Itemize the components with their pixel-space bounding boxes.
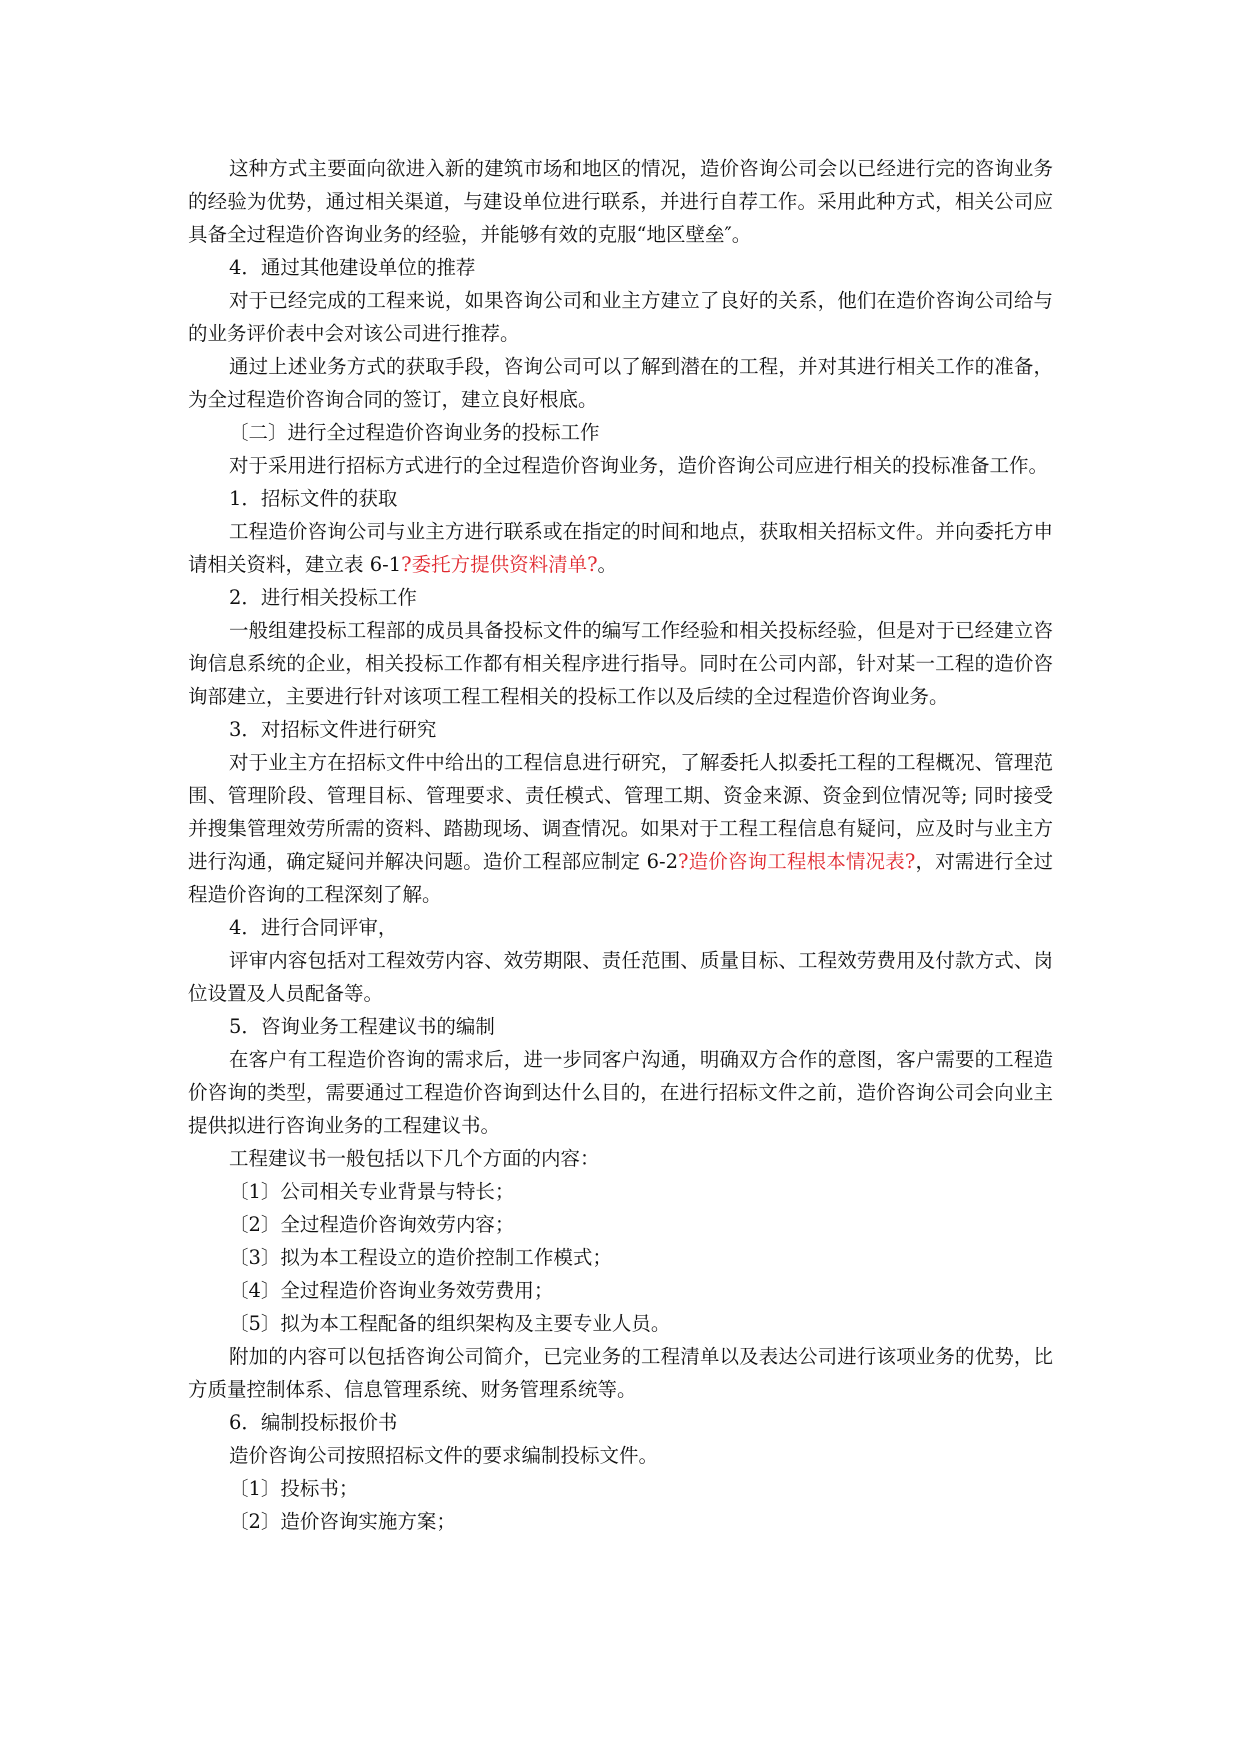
highlighted-reference: ?委托方提供资料清单?	[401, 553, 598, 576]
paragraph: 这种方式主要面向欲进入新的建筑市场和地区的情况，造价咨询公司会以已经进行完的咨询业务的经验为优势，通过相关渠道，与建设单位进行联系，并进行自荐工作。采用此种方式，相关公司应具备全过程造价咨询业务的经验，并能够有效的克服“地区壁垒″。	[188, 157, 1053, 246]
section-heading: 〔二〕进行全过程造价咨询业务的投标工作	[229, 421, 600, 444]
paragraph-text: 对于业主方在招标文件中给出的工程信息进行研究，了解委托人拟委托工程的工程概况、管理范围、管理阶段、管理目标、管理要求、责任模式、管理工期、资金来源、资金到位情况等; 同时接受并搜集管理效劳所需的资料、踏勘现场、调查情况。如果对于工程工程信息有疑问，应及时与业主方进行沟通，确定疑问并解决问题。造价工程部应制定 6-2	[188, 751, 1053, 873]
section-heading: 4．进行合同评审，	[229, 916, 398, 939]
section-heading: 〔2〕全过程造价咨询效劳内容；	[229, 1213, 515, 1236]
section-heading: 4．通过其他建设单位的推荐	[229, 256, 476, 279]
section-heading: 〔3〕拟为本工程设立的造价控制工作模式；	[229, 1246, 612, 1269]
paragraph-text-tail: ，对需进行全过程造价咨询的工程深刻了解。	[188, 850, 1053, 906]
section-heading: 〔5〕拟为本工程配备的组织架构及主要专业人员。	[229, 1312, 671, 1335]
paragraph: 对于采用进行招标方式进行的全过程造价咨询业务，造价咨询公司应进行相关的投标准备工作。	[229, 454, 1049, 477]
section-heading: 5．咨询业务工程建议书的编制	[229, 1015, 495, 1038]
section-heading: 〔1〕投标书；	[229, 1477, 359, 1500]
paragraph: 造价咨询公司按照招标文件的要求编制投标文件。	[229, 1444, 659, 1467]
section-heading: 〔4〕全过程造价咨询业务效劳费用；	[229, 1279, 554, 1302]
paragraph: 在客户有工程造价咨询的需求后，进一步同客户沟通，明确双方合作的意图，客户需要的工程造价咨询的类型，需要通过工程造价咨询到达什么目的，在进行招标文件之前，造价咨询公司会向业主提供拟进行咨询业务的工程建议书。	[188, 1048, 1053, 1137]
paragraph	[188, 515, 1053, 581]
paragraph-text: 工程造价咨询公司与业主方进行联系或在指定的时间和地点，获取相关招标文件。并向委托方申请相关资料，建立表 6-1	[188, 520, 1053, 576]
paragraph: 附加的内容可以包括咨询公司简介，已完业务的工程清单以及表达公司进行该项业务的优势，比方质量控制体系、信息管理系统、财务管理系统等。	[188, 1345, 1053, 1401]
section-heading: 〔1〕公司相关专业背景与特长；	[229, 1180, 515, 1203]
section-heading: 2．进行相关投标工作	[229, 586, 417, 609]
paragraph-text-tail: 。	[597, 553, 618, 576]
paragraph: 对于已经完成的工程来说，如果咨询公司和业主方建立了良好的关系，他们在造价咨询公司给与的业务评价表中会对该公司进行推荐。	[188, 289, 1053, 345]
paragraph: 一般组建投标工程部的成员具备投标文件的编写工作经验和相关投标经验，但是对于已经建立咨询信息系统的企业，相关投标工作都有相关程序进行指导。同时在公司内部，针对某一工程的造价咨询部建立，主要进行针对该项工程工程相关的投标工作以及后续的全过程造价咨询业务。	[188, 619, 1053, 708]
section-heading: 1．招标文件的获取	[229, 487, 398, 510]
document-body	[188, 152, 1053, 1538]
paragraph: 通过上述业务方式的获取手段，咨询公司可以了解到潜在的工程，并对其进行相关工作的准备，为全过程造价咨询合同的签订，建立良好根底。	[188, 355, 1053, 411]
paragraph: 评审内容包括对工程效劳内容、效劳期限、责任范围、质量目标、工程效劳费用及付款方式、岗位设置及人员配备等。	[188, 949, 1053, 1005]
highlighted-reference: ?造价咨询工程根本情况表?	[677, 850, 916, 873]
paragraph: 工程建议书一般包括以下几个方面的内容：	[229, 1147, 600, 1170]
section-heading: 〔2〕造价咨询实施方案；	[229, 1510, 456, 1533]
section-heading: 6．编制投标报价书	[229, 1411, 398, 1434]
paragraph	[188, 746, 1053, 911]
section-heading: 3．对招标文件进行研究	[229, 718, 437, 741]
